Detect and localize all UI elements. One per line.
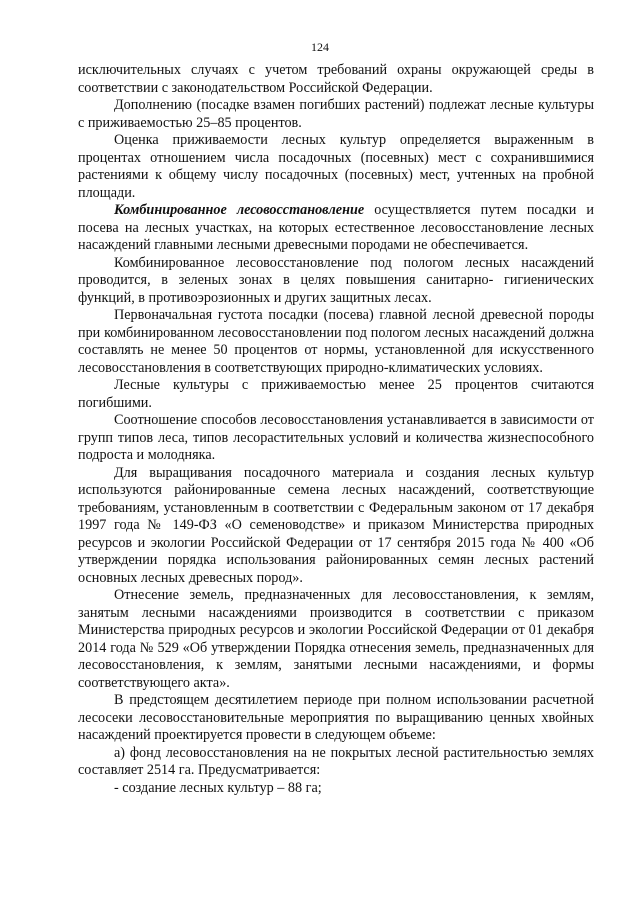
paragraph: [78, 202, 594, 255]
paragraph: Дополнению (посадке взамен погибших растений) подлежат лесные культуры с приживаемостью 25–85 процентов.: [78, 97, 594, 131]
document-body: [78, 62, 594, 797]
paragraph: Для выращивания посадочного материала и создания лесных культур используются районированные семена лесных насаждений, соответствующие требованиям, установленным в соответствии с Федеральным законом от 17 декабря 1997 года № 149-ФЗ «О семеноводстве» и приказом Министерства природных ресурсов и экологии Российской Федерации от 17 сентября 2015 года № 400 «Об утверждении порядка использования районированных семян лесных растений основных лесных древесных пород».: [78, 464, 594, 586]
list-item: - создание лесных культур – 88 га;: [114, 779, 322, 796]
paragraph: Комбинированное лесовосстановление под пологом лесных насаждений проводится, в зеленых зонах в целях повышения санитарно- гигиенических функций, в противоэрозионных и других защитных лесах.: [78, 254, 594, 306]
emphasized-term: Комбинированное лесовосстановление: [114, 202, 365, 218]
paragraph: Соотношение способов лесовосстановления устанавливается в зависимости от групп типов леса, типов лесорастительных условий и количества жизнеспособного подроста и молодняка.: [78, 412, 594, 463]
paragraph: исключительных случаях с учетом требований охраны окружающей среды в соответствии с законодательством Российской Федерации.: [78, 62, 594, 96]
paragraph: В предстоящем десятилетием периоде при полном использовании расчетной лесосеки лесовосстановительные мероприятия по выращиванию ценных хвойных насаждений проектируется провести в следующем объеме:: [78, 692, 594, 743]
page-number: 124: [311, 40, 329, 54]
paragraph: Первоначальная густота посадки (посева) главной лесной древесной породы при комбинированном лесовосстановлении под пологом лесных насаждений должна составлять не менее 50 процентов от нормы, установленной для искусственного лесовосстановления в соответствующих природно-климатических условиях.: [78, 307, 594, 376]
paragraph: Лесные культуры с приживаемостью менее 25 процентов считаются погибшими.: [78, 377, 594, 411]
paragraph: Отнесение земель, предназначенных для лесовосстановления, к землям, занятым лесными насаждениями производится в соответствии с приказом Министерства природных ресурсов и экологии Российской Федерации от 01 декабря 2014 года № 529 «Об утверждении Порядка отнесения земель, предназначенных для лесовосстановления, к землям, занятыми лесными насаждениями, и формы соответствующего акта».: [78, 587, 594, 691]
paragraph-text: осуществляется путем посадки и посева на лесных участках, на которых естественное лесовосстановление лесных насаждений главными лесными древесными породами не обеспечивается.: [78, 202, 594, 253]
list-item: а) фонд лесовосстановления на не покрытых лесной растительностью землях составляет 2514 га. Предусматривается:: [78, 744, 594, 778]
paragraph: Оценка приживаемости лесных культур определяется выраженным в процентах отношением числа посадочных (посевных) мест с сохранившимися растениями к общему числу посадочных (посевных) мест, учтенных на пробной площади.: [78, 132, 594, 201]
